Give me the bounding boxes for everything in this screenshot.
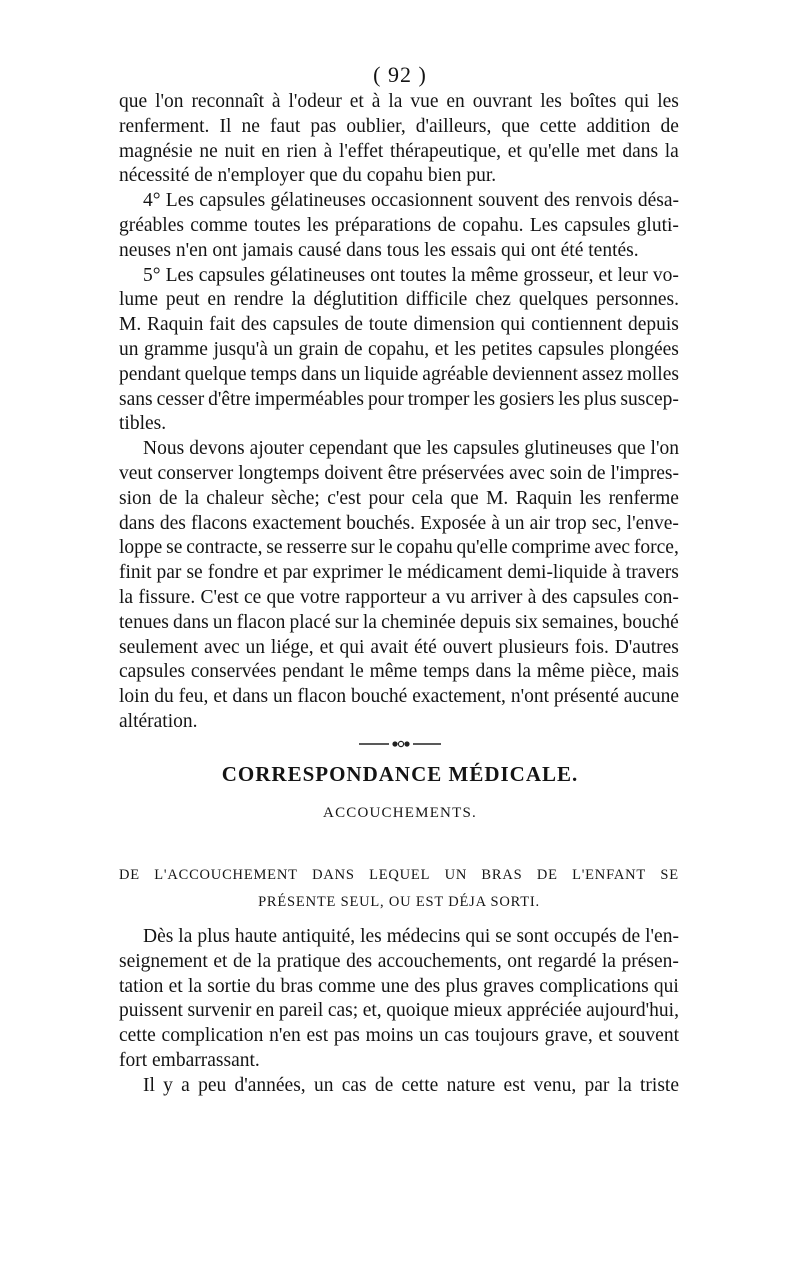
body-text-section-1 <box>119 90 679 735</box>
article-title-line-1: DE L'ACCOUCHEMENT DANS LEQUEL UN BRAS DE L'ENFANT SE <box>119 867 679 883</box>
text-line: seignement et de la pratique des accouchements, ont regardé la présen- <box>119 950 679 972</box>
ornamental-separator <box>355 738 445 750</box>
text-line: tenues dans un flacon placé sur la cheminée depuis six semaines, bouché <box>119 611 679 633</box>
text-line: que l'on reconnaît à l'odeur et à la vue en ouvrant les boîtes qui les <box>119 91 679 112</box>
text-line: nécessité de n'employer que du copahu bien pur. <box>119 165 497 187</box>
text-line: pendant quelque temps dans un liquide agréable deviennent assez molles <box>119 363 679 385</box>
text-line: puissent survenir en pareil cas; et, quoique mieux appréciée aujourd'hui, <box>119 1000 679 1022</box>
text-line: capsules conservées pendant le même temps dans la même pièce, mais <box>119 661 679 683</box>
text-line: Nous devons ajouter cependant que les capsules glutineuses que l'on <box>143 438 679 460</box>
text-line: finit par se fondre et par exprimer le médicament demi-liquide à travers <box>119 562 679 584</box>
text-line: cette complication n'en est pas moins un cas toujours grave, et souvent <box>119 1025 679 1047</box>
text-line: veut conserver longtemps doivent être préservées avec soin de l'impres- <box>119 462 679 484</box>
section-heading: CORRESPONDANCE MÉDICALE. <box>221 762 579 786</box>
text-line: loppe se contracte, se resserre sur le copahu qu'elle comprime avec force, <box>119 537 679 559</box>
text-line: 5° Les capsules gélatineuses ont toutes la même grosseur, et leur vo- <box>143 264 679 286</box>
body-text-section-2 <box>119 925 679 1099</box>
page-number: ( 92 ) <box>373 62 427 87</box>
text-line: tation et la sortie du bras comme une des plus graves complications qui <box>119 975 679 997</box>
section-subheading: ACCOUCHEMENTS. <box>323 805 477 821</box>
text-line: tibles. <box>119 413 167 435</box>
text-line: fort embarrassant. <box>119 1049 260 1071</box>
article-title-line-2: PRÉSENTE SEUL, OU EST DÉJA SORTI. <box>258 894 540 910</box>
article-title <box>119 862 679 916</box>
text-line: seulement avec un liége, et qui avait été ouvert plusieurs fois. D'autres <box>119 636 679 658</box>
text-line: la fissure. C'est ce que votre rapporteur a vu arriver à des capsules con- <box>119 586 679 608</box>
text-line: magnésie ne nuit en rien à l'effet thérapeutique, et qu'elle met dans la <box>119 140 679 162</box>
text-line: dans des flacons exactement bouchés. Exposée à un air trop sec, l'enve- <box>119 512 679 534</box>
text-line: renferment. Il ne faut pas oublier, d'ailleurs, que cette addition de <box>119 115 679 137</box>
text-line: lume peut en rendre la déglutition difficile chez quelques personnes. <box>119 289 679 311</box>
text-line: gréables comme toutes les préparations de copahu. Les capsules gluti- <box>119 214 679 236</box>
text-line: 4° Les capsules gélatineuses occasionnent souvent des renvois désa- <box>143 190 679 212</box>
text-line: altération. <box>119 710 198 732</box>
text-line: sans cesser d'être imperméables pour tromper les gosiers les plus suscep- <box>119 388 679 410</box>
text-line: M. Raquin fait des capsules de toute dimension qui contiennent depuis <box>119 314 679 336</box>
text-line: Dès la plus haute antiquité, les médecins qui se sont occupés de l'en- <box>143 926 679 947</box>
text-line: sion de la chaleur sèche; c'est pour cela que M. Raquin les renferme <box>119 487 679 509</box>
text-line: Il y a peu d'années, un cas de cette nature est venu, par la triste <box>143 1074 679 1096</box>
text-line: neuses n'en ont jamais causé dans tous les essais qui ont été tentés. <box>119 239 639 261</box>
text-line: loin du feu, et dans un flacon bouché exactement, n'ont présenté aucune <box>119 686 679 708</box>
text-line: un gramme jusqu'à un grain de copahu, et les petites capsules plongées <box>119 338 679 360</box>
